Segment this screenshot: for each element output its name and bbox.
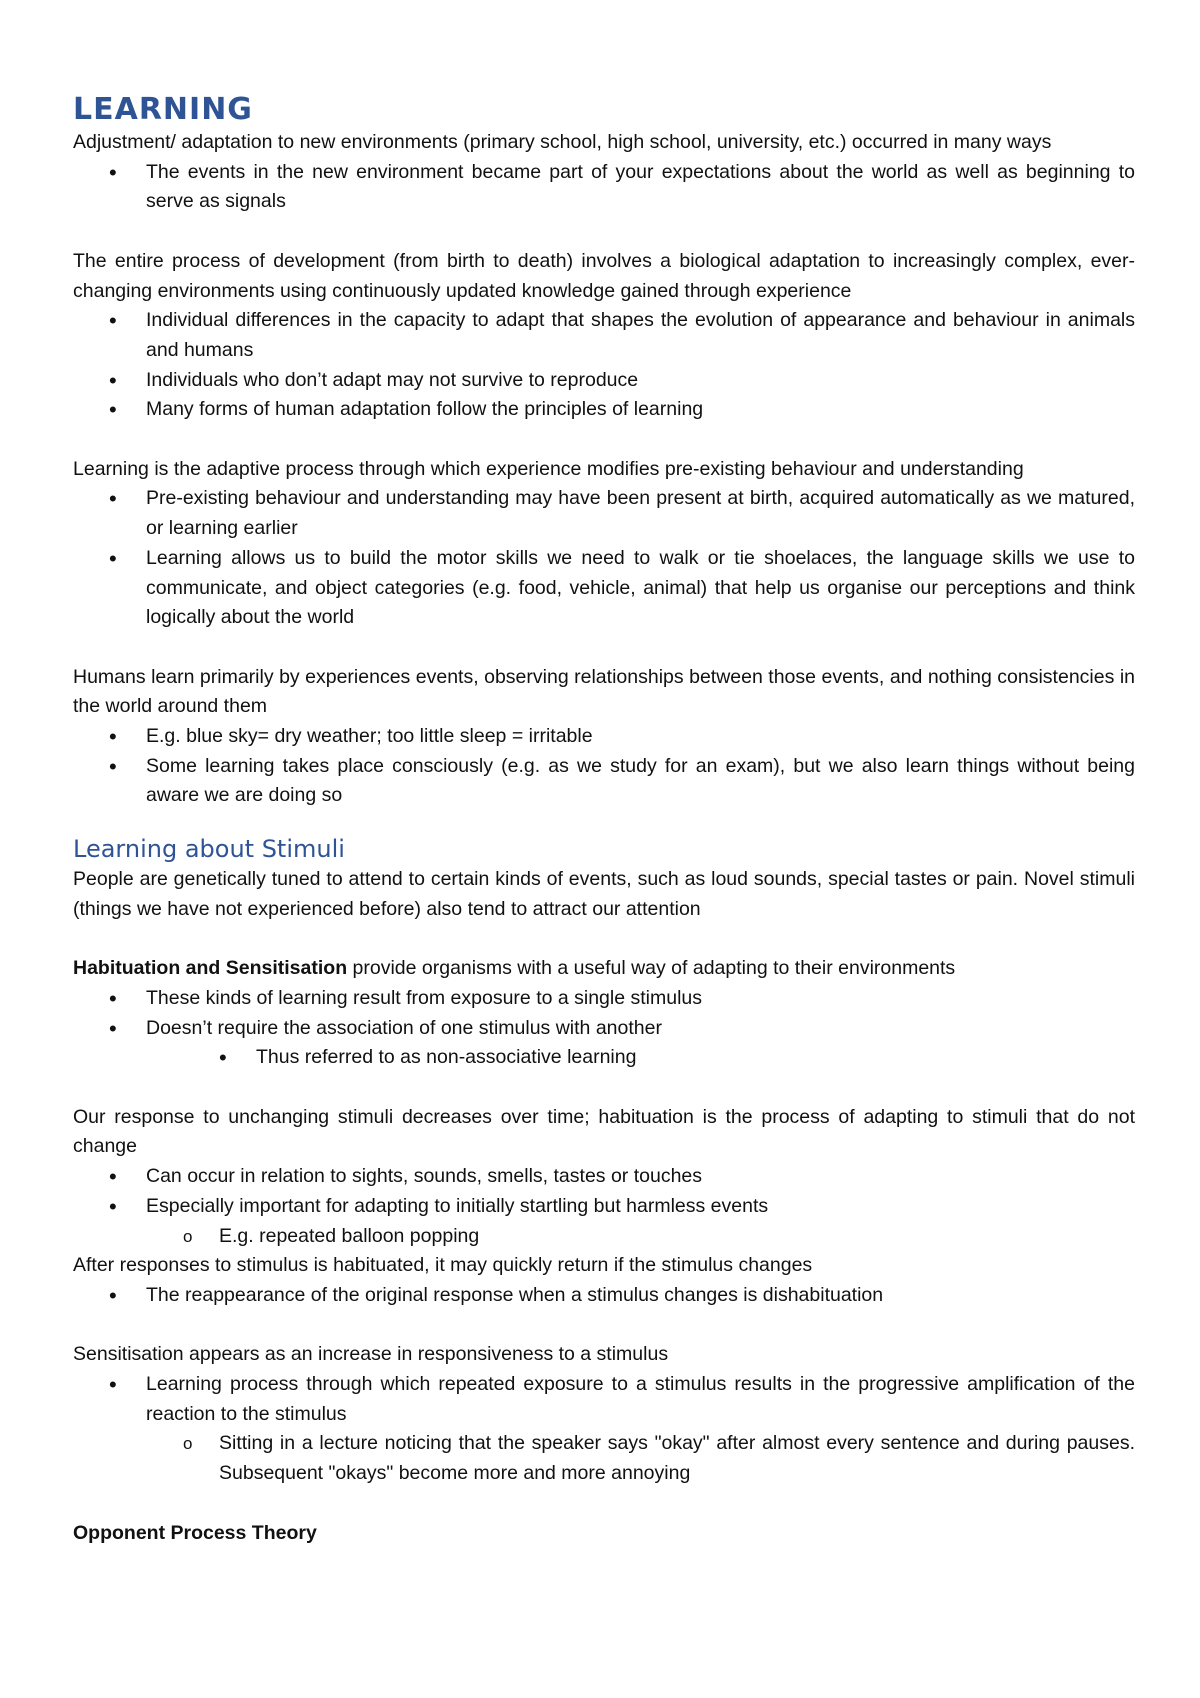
section-heading: Learning about Stimuli xyxy=(73,835,345,864)
list-subitem: • Thus referred to as non-associative learning xyxy=(73,1043,1135,1073)
paragraph-dishabituation: After responses to stimulus is habituated, it may quickly return if the stimulus changes xyxy=(73,1254,813,1277)
document-page xyxy=(73,92,1135,1548)
paragraph-adjustment: Adjustment/ adaptation to new environments (primary school, high school, university, etc.) occurred in many ways xyxy=(73,131,1052,153)
list-subitem: o E.g. repeated balloon popping xyxy=(73,1222,1135,1252)
bullet-list xyxy=(73,484,1135,633)
paragraph-humans-learn: Humans learn primarily by experiences events, observing relationships between those events, and nothing consistencies in the world around them xyxy=(73,665,1135,718)
list-item: • These kinds of learning result from exposure to a single stimulus xyxy=(73,984,1135,1014)
list-item: • Can occur in relation to sights, sounds, smells, tastes or touches xyxy=(73,1162,1135,1192)
bullet-list xyxy=(73,306,1135,425)
bullet-list xyxy=(73,1281,1135,1311)
paragraph-sensitisation: Sensitisation appears as an increase in responsiveness to a stimulus xyxy=(73,1343,669,1366)
paragraph-habituation: Our response to unchanging stimuli decreases over time; habituation is the process of adapting to stimuli that do not change xyxy=(73,1105,1135,1158)
list-item: • Pre-existing behaviour and understanding may have been present at birth, acquired automatically as we matured, or learning earlier xyxy=(73,484,1135,543)
list-item: • Learning process through which repeated exposure to a stimulus results in the progressive amplification of the reaction to the stimulus xyxy=(73,1370,1135,1429)
list-item: • The events in the new environment became part of your expectations about the world as well as beginning to serve as signals xyxy=(73,158,1135,217)
list-item: • E.g. blue sky= dry weather; too little sleep = irritable xyxy=(73,722,1135,752)
subheading-text: Opponent Process Theory xyxy=(73,1521,317,1544)
page-title: LEARNING xyxy=(73,92,253,127)
bullet-list xyxy=(73,984,1135,1073)
list-item: • Especially important for adapting to initially startling but harmless events xyxy=(73,1192,1135,1222)
bullet-list xyxy=(73,1162,1135,1251)
bullet-list xyxy=(73,1370,1135,1489)
list-item: • Many forms of human adaptation follow the principles of learning xyxy=(73,395,1135,425)
list-subitem: o Sitting in a lecture noticing that the speaker says "okay" after almost every sentence and during pauses. Subsequent "okays" become more and more annoying xyxy=(73,1429,1135,1488)
bullet-list xyxy=(73,722,1135,811)
list-item: • Some learning takes place consciously (e.g. as we study for an exam), but we also learn things without being aware we are doing so xyxy=(73,752,1135,811)
subheading xyxy=(73,1519,1135,1549)
paragraph-habituation-sensitisation xyxy=(73,954,1135,984)
paragraph-text: provide organisms with a useful way of adapting to their environments xyxy=(347,957,956,980)
list-item: • Learning allows us to build the motor skills we need to walk or tie shoelaces, the language skills we use to communicate, and object categories (e.g. food, vehicle, animal) that help us organise our perceptions and think logically about the world xyxy=(73,544,1135,633)
bold-term: Habituation and Sensitisation xyxy=(73,957,348,980)
list-item: • Doesn’t require the association of one stimulus with another xyxy=(73,1014,1135,1044)
paragraph-stimuli: People are genetically tuned to attend to certain kinds of events, such as loud sounds, special tastes or pain. Novel stimuli (things we have not experienced before) also tend to attract our attention xyxy=(73,868,1135,920)
list-item: • The reappearance of the original response when a stimulus changes is dishabituation xyxy=(73,1281,1135,1311)
paragraph-development: The entire process of development (from birth to death) involves a biological adaptation to increasingly complex, ever-changing environments using continuously updated knowledge gained through experience xyxy=(73,249,1135,302)
list-item: • Individual differences in the capacity to adapt that shapes the evolution of appearance and behaviour in animals and humans xyxy=(73,306,1135,365)
list-item: • Individuals who don’t adapt may not survive to reproduce xyxy=(73,366,1135,396)
paragraph-learning-definition: Learning is the adaptive process through which experience modifies pre-existing behaviour and understanding xyxy=(73,457,1024,480)
bullet-list xyxy=(73,158,1135,217)
